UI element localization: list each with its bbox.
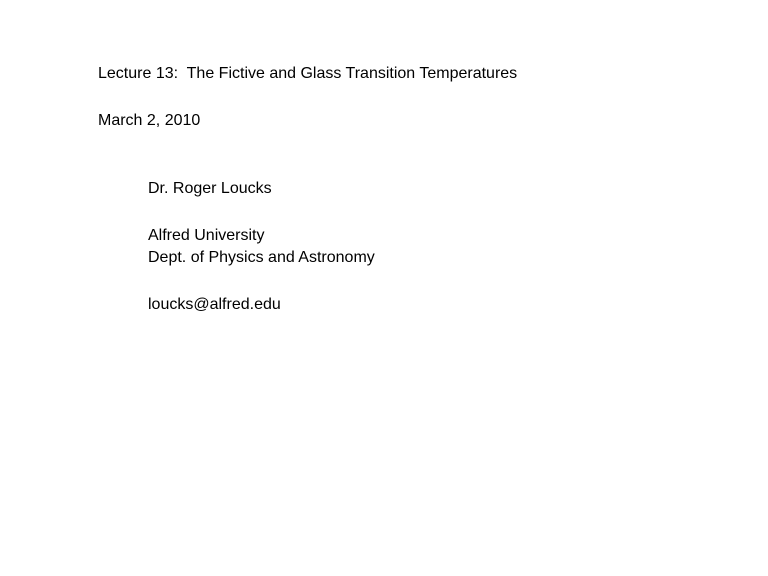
author-institution: Alfred University <box>148 227 265 244</box>
author-email: loucks@alfred.edu <box>148 296 281 313</box>
lecture-date: March 2, 2010 <box>98 112 201 129</box>
spacer <box>148 200 375 225</box>
author-name: Dr. Roger Loucks <box>148 180 272 197</box>
author-block <box>148 178 375 316</box>
lecture-title: Lecture 13: The Fictive and Glass Transition Temperatures <box>98 65 518 82</box>
spacer <box>148 269 375 294</box>
author-department: Dept. of Physics and Astronomy <box>148 249 375 266</box>
